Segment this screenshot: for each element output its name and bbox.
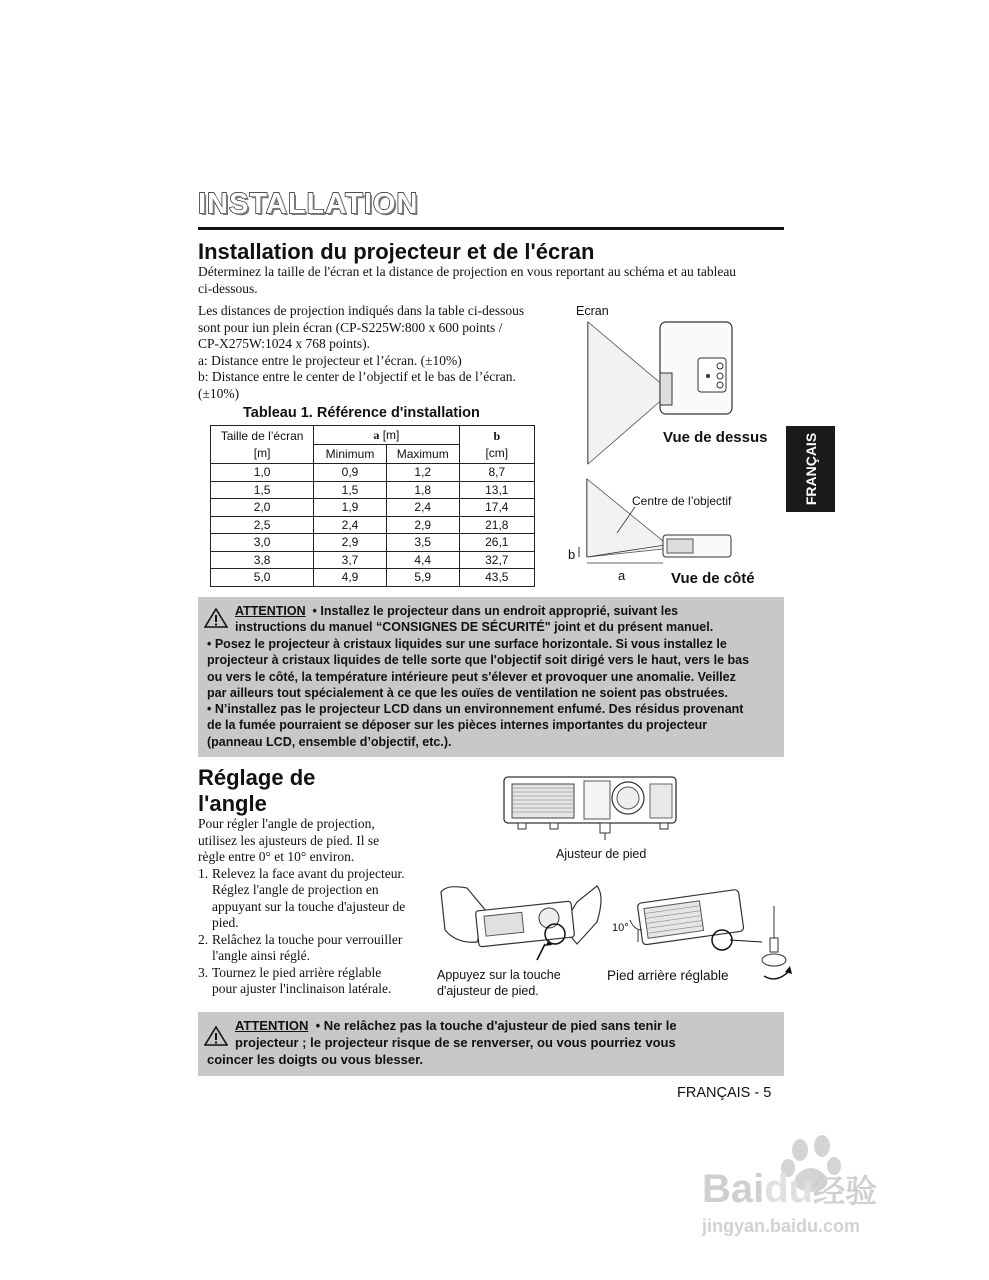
projector-front-illustration [500,772,685,840]
intro-line-1: Déterminez la taille de l'écran et la distance de projection en vous reportant au schéma et au tableau [198,264,737,279]
warning-line: projecteur ; le projecteur risque de se renverser, ou vous pourriez vous [235,1035,676,1050]
header-b-letter: b [493,428,501,443]
section1-intro [198,264,788,297]
header-size-unit: [m] [253,445,271,460]
table-row [211,464,535,482]
step-line: Relevez la face avant du projecteur. [212,865,405,881]
step-line: Tournez le pied arrière réglable [212,964,382,980]
table-cell: 4,9 [314,569,387,587]
table-cell: 2,4 [386,499,459,517]
caption-press [437,967,561,999]
table-cell: 5,0 [211,569,314,587]
step-line: l'angle ainsi réglé. [212,948,311,963]
warning-line: • Installez le projecteur dans un endroit approprié, suivant les [305,604,679,618]
label-b: b [568,547,576,562]
header-a [314,426,459,445]
label-top-view: Vue de dessus [663,429,768,446]
warning-line: coincer les doigts ou vous blesser. [207,1052,424,1067]
step-line: pied. [212,915,239,930]
step-number: 1. [198,865,209,881]
table-cell: 17,4 [459,499,534,517]
para-line: a: Distance entre le projecteur et l’écran. (±10%) [198,352,462,368]
table-row [211,534,535,552]
table-cell: 2,9 [314,534,387,552]
warning-line: • N’installez pas le projecteur LCD dans un environnement enfumé. Des résidus provenant [207,702,744,717]
header-max: Maximum [386,445,459,464]
title-rule [198,227,784,230]
step-item [198,932,433,965]
table-cell: 1,5 [314,481,387,499]
header-a-letter: a [373,427,380,442]
caption-line: Appuyez sur la touche [437,968,561,982]
table-cell: 2,4 [314,516,387,534]
label-a: a [618,568,626,583]
table-cell: 1,0 [211,464,314,482]
table-cell: 1,9 [314,499,387,517]
page-title: INSTALLATION [198,188,419,220]
table-cell: 0,9 [314,464,387,482]
para-line: b: Distance entre le center de l’objectif et le bas de l’écran. [198,369,516,384]
table-caption: Tableau 1. Référence d'installation [243,405,480,421]
language-tab-label: FRANÇAIS [802,432,819,506]
label-side-view: Vue de côté [671,570,755,587]
label-lens-center: Centre de l’objectif [632,494,732,508]
warning-box-installation [198,597,784,757]
step-line: appuyant sur la touche d'ajusteur de [212,898,406,914]
table-row [211,481,535,499]
section2-heading-line: Réglage de [198,765,316,790]
table-cell: 32,7 [459,551,534,569]
table-cell: 3,5 [386,534,459,552]
step-line: Relâchez la touche pour verrouiller [212,931,403,947]
intro-line: utilisez les ajusteurs de pied. Il se [198,832,380,848]
step-line: Réglez l'angle de projection en [212,882,379,897]
step-number: 2. [198,931,209,947]
section1-heading: Installation du projecteur et de l'écran [198,239,595,264]
para-line: sont pour iun plein écran (CP-S225W:800 x 600 points / [198,319,503,335]
warning-triangle-icon [204,1026,228,1046]
step-line: pour ajuster l'inclinaison latérale. [212,981,392,996]
table-cell: 8,7 [459,464,534,482]
table-cell: 2,9 [386,516,459,534]
table-row [211,551,535,569]
warning-line: • Ne relâchez pas la touche d'ajusteur de pied sans tenir le [308,1018,677,1033]
table-cell: 4,4 [386,551,459,569]
step-item [198,965,433,998]
header-a-unit: [m] [382,427,400,442]
table-cell: 13,1 [459,481,534,499]
steps-list [198,866,433,998]
section2-heading-line: l'angle [198,791,267,816]
table-cell: 21,8 [459,516,534,534]
table-cell: 3,8 [211,551,314,569]
header-min: Minimum [314,445,387,464]
step-number: 3. [198,964,209,980]
table-row [211,569,535,587]
warning-line: instructions du manuel “CONSIGNES DE SÉCURITÉ" joint et du présent manuel. [235,620,714,634]
side-view-diagram [565,475,740,575]
table-cell: 26,1 [459,534,534,552]
warning-label: ATTENTION [235,604,306,618]
table-row [211,516,535,534]
warning-line: • Posez le projecteur à cristaux liquides sur une surface horizontale. Si vous installez le [207,637,727,651]
warning-line: par ailleurs tout spécialement à ce que les ouïes de ventilation ne soient pas obstruées. [207,685,728,700]
caption-rear-foot: Pied arrière réglable [607,968,729,983]
section2-heading [198,765,315,817]
para-line: Les distances de projection indiqués dans la table ci-dessous [198,303,525,318]
watermark-brand: du [764,1167,814,1211]
table-cell: 5,9 [386,569,459,587]
warning-line: ou vers le côté, la température intérieure peut s'élever et provoquer une anomalie. Veillez [207,669,736,684]
warning-line: projecteur à cristaux liquides de telle sorte que l'objectif soit dirigé vers le haut, vers le bas [207,653,750,668]
header-b [459,426,534,464]
table-cell: 3,0 [211,534,314,552]
table-cell: 1,8 [386,481,459,499]
watermark-brand: 经验 [813,1173,878,1209]
language-tab [786,426,835,512]
header-size-label: Taille de l’écran [220,428,304,443]
table-cell: 2,0 [211,499,314,517]
header-b-unit: [cm] [485,445,509,460]
warning-body [207,636,779,750]
page-footer: FRANÇAIS - 5 [677,1085,772,1101]
step-item [198,866,433,932]
intro-line: règle entre 0° et 10° environ. [198,849,355,864]
caption-line: d'ajusteur de pied. [437,984,539,998]
watermark-brand: Bai [702,1167,765,1211]
intro-line-2: ci-dessous. [198,280,258,296]
section2-text [198,816,433,998]
label-ecran: Ecran [576,304,609,318]
table-row [211,499,535,517]
warning-triangle-icon [204,608,228,628]
para-line: (±10%) [198,385,240,401]
caption-foot-adjuster: Ajusteur de pied [556,847,647,861]
para-line: CP-X275W:1024 x 768 points). [198,336,370,351]
warning-line: de la fumée pourraient se déposer sur les pièces internes importantes du projecteur [207,718,708,733]
warning-label: ATTENTION [235,1018,309,1033]
table-cell: 43,5 [459,569,534,587]
label-10deg: 10° [612,922,629,934]
intro-line: Pour régler l'angle de projection, [198,816,375,831]
section1-paragraph [198,303,568,402]
table-cell: 1,5 [211,481,314,499]
warning-line: (panneau LCD, ensemble d’objectif, etc.). [207,734,452,749]
table-cell: 2,5 [211,516,314,534]
table-cell: 3,7 [314,551,387,569]
hands-pressing-illustration [437,882,607,967]
watermark-url: jingyan.baidu.com [702,1216,861,1236]
warning-box-angle [198,1012,784,1076]
table-cell: 1,2 [386,464,459,482]
baidu-watermark [700,1130,940,1245]
header-size [211,426,314,464]
installation-table [210,425,535,587]
